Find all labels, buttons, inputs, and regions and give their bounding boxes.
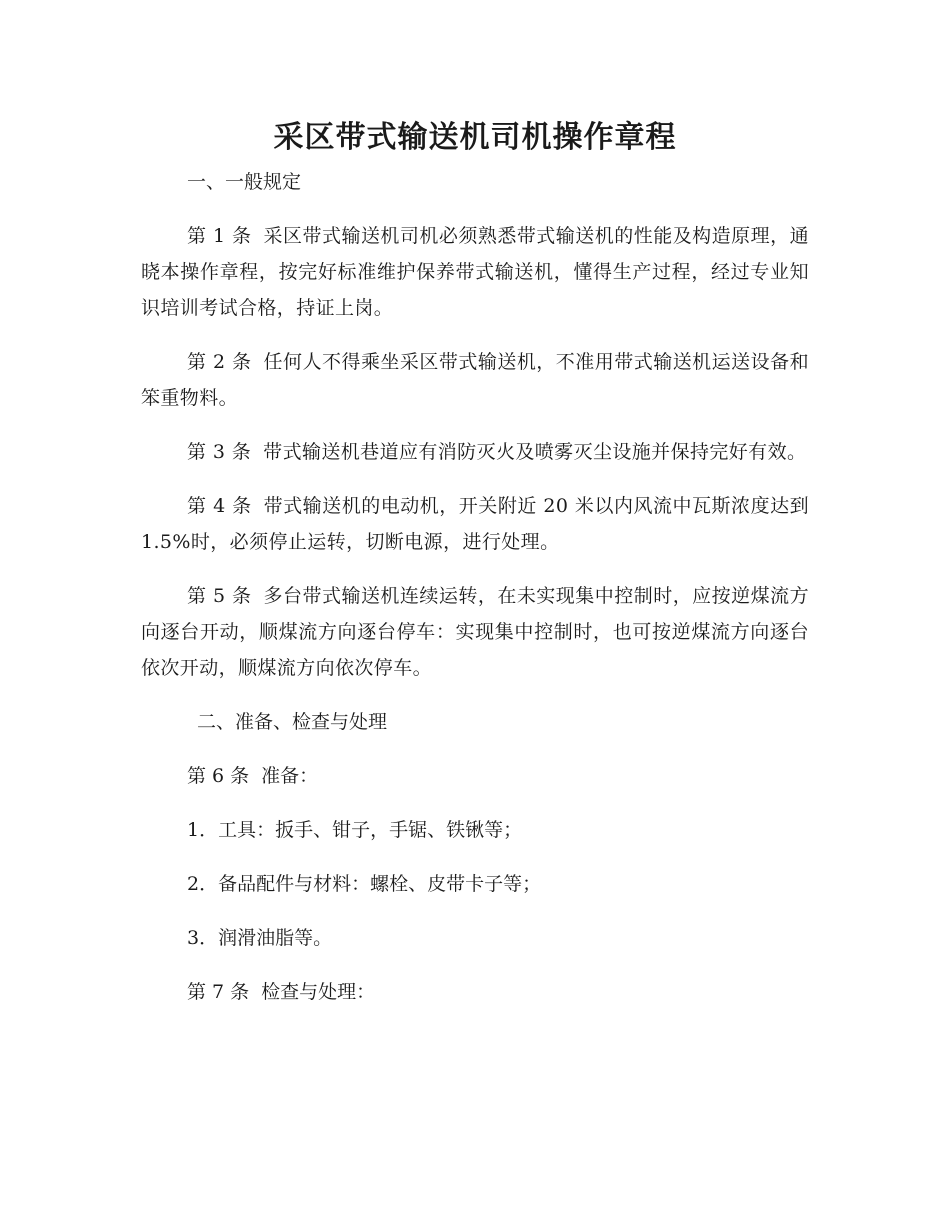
article-text: 多台带式输送机连续运转，在未实现集中控制时，应按逆煤流方向逐台开动，顺煤流方向逐台停车：实现集中控制时，也可按逆煤流方向逐台依次开动，顺煤流方向依次停车。 xyxy=(141,585,810,679)
article-label: 第 1 条 xyxy=(187,225,252,247)
article-7 xyxy=(141,974,809,1010)
article-label: 第 5 条 xyxy=(187,585,252,607)
list-item: 3．润滑油脂等。 xyxy=(187,927,333,949)
article-text: 检查与处理： xyxy=(261,981,376,1003)
article-label: 第 3 条 xyxy=(187,441,252,463)
article-label: 第 2 条 xyxy=(187,351,252,373)
article-5 xyxy=(141,578,809,686)
document-title: 采区带式输送机司机操作章程 xyxy=(273,120,677,155)
article-label: 第 7 条 xyxy=(187,981,250,1003)
article-1 xyxy=(141,218,809,326)
article-4 xyxy=(141,488,809,560)
article-3 xyxy=(141,434,809,470)
article-text: 准备： xyxy=(261,765,319,787)
article-label: 第 6 条 xyxy=(187,765,250,787)
article-text: 任何人不得乘坐采区带式输送机，不准用带式输送机运送设备和笨重物料。 xyxy=(141,351,810,409)
section-heading-preparation: 二、准备、检查与处理 xyxy=(197,711,388,733)
section-heading-general: 一、一般规定 xyxy=(187,171,302,193)
article-text: 带式输送机巷道应有消防灭火及喷雾灭尘设施并保持完好有效。 xyxy=(263,441,807,463)
document-body xyxy=(141,164,809,1028)
list-item: 2．备品配件与材料：螺栓、皮带卡子等； xyxy=(187,873,542,895)
article-2 xyxy=(141,344,809,416)
article-label: 第 4 条 xyxy=(187,495,252,517)
article-text: 带式输送机的电动机，开关附近 20 米以内风流中瓦斯浓度达到 1.5%时，必须停止运转，切断电源，进行处理。 xyxy=(141,495,810,553)
article-text: 采区带式输送机司机必须熟悉带式输送机的性能及构造原理，通晓本操作章程，按完好标准维护保养带式输送机，懂得生产过程，经过专业知识培训考试合格，持证上岗。 xyxy=(141,225,810,319)
list-item: 1．工具：扳手、钳子，手锯、铁锹等； xyxy=(187,819,523,841)
article-6 xyxy=(141,758,809,794)
